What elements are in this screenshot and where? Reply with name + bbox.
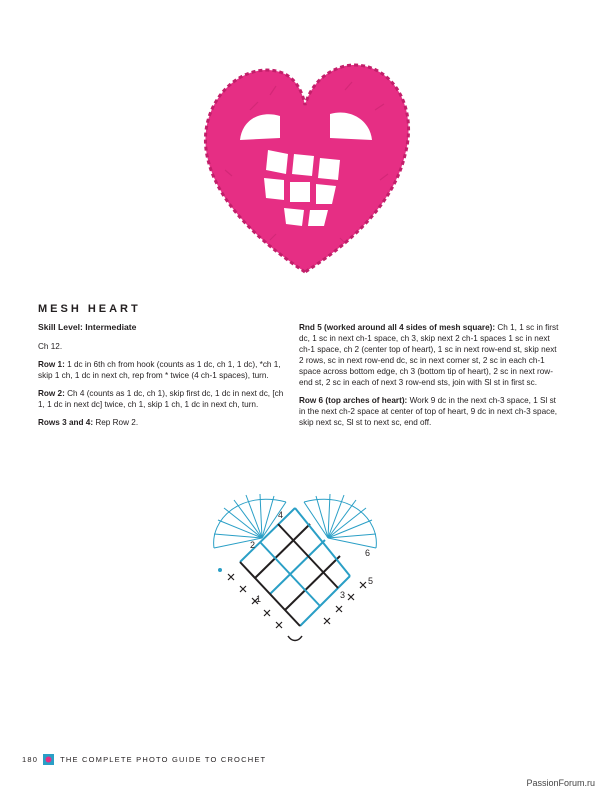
- diagram-label: 2: [250, 540, 256, 550]
- diagram-label: 5: [368, 576, 374, 586]
- diagram-label: 1: [256, 594, 262, 604]
- row-label: Row 1:: [38, 360, 65, 369]
- watermark: PassionForum.ru: [526, 778, 595, 788]
- rows-3-4-instruction: [38, 417, 286, 428]
- row-label: Row 6 (top arches of heart):: [299, 396, 408, 405]
- page-footer: [22, 752, 266, 766]
- start-dot: [218, 568, 222, 572]
- row-1-instruction: [38, 359, 286, 381]
- round-5-instruction: [299, 322, 561, 388]
- diagram-label: 4: [278, 510, 284, 520]
- row-text: 1 dc in 6th ch from hook (counts as 1 dc, ch 1, 1 dc), *ch 1, skip 1 ch, 1 dc in next ch, rep from * twice (4 ch-1 spaces), turn.: [38, 360, 281, 380]
- row-text: Work 9 dc in the next ch-3 space, 1 Sl st in the next ch-2 space at center of top of heart, 9 dc in next ch-3 space, skip next sc, Sl st to next sc, end off.: [299, 396, 558, 427]
- chain-instruction: Ch 12.: [38, 342, 63, 351]
- skill-level: Skill Level: Intermediate: [38, 322, 137, 332]
- book-title: THE COMPLETE PHOTO GUIDE TO CROCHET: [60, 754, 267, 764]
- mesh-heart-photo: [180, 50, 430, 280]
- book-logo-icon: [43, 754, 54, 765]
- row-text: Ch 4 (counts as 1 dc, ch 1), skip first dc, 1 dc in next dc, [ch 1, 1 dc in next dc] twice, ch 1, skip 1 ch, 1 dc in next ch, turn.: [38, 389, 284, 409]
- right-arch-fan: [304, 494, 376, 548]
- diagram-label: 6: [365, 548, 371, 558]
- instructions-right-column: [299, 322, 561, 435]
- row-text: Ch 1, 1 sc in first dc, 1 sc in next ch-1 space, ch 3, skip next 2 ch-1 spaces 1 sc in next ch-1 space, ch 2 (center top of heart), 1 sc in next row-end st, skip next 2 rows, sc in next row-end dc, sc in next corner st, 2 sc in each ch-1 space across bottom edge, ch 3 (bottom tip of heart), 2 sc in next row-end st, 2 sc in each of next 3 row-end sts, join with Sl st in first sc.: [299, 323, 559, 387]
- row-text: Rep Row 2.: [95, 418, 139, 427]
- row-2-instruction: [38, 388, 286, 410]
- pattern-title: MESH HEART: [38, 303, 141, 315]
- diagram-label: 3: [340, 590, 346, 600]
- row-label: Rows 3 and 4:: [38, 418, 94, 427]
- row-6-instruction: [299, 395, 561, 428]
- page-number: 180: [22, 754, 39, 764]
- row-label: Row 2:: [38, 389, 65, 398]
- bottom-tip-chain: [288, 636, 302, 641]
- instructions-left-column: [38, 322, 286, 435]
- crochet-stitch-diagram: [200, 490, 385, 650]
- mesh-grid: [240, 508, 350, 626]
- row-label: Rnd 5 (worked around all 4 sides of mesh square):: [299, 323, 496, 332]
